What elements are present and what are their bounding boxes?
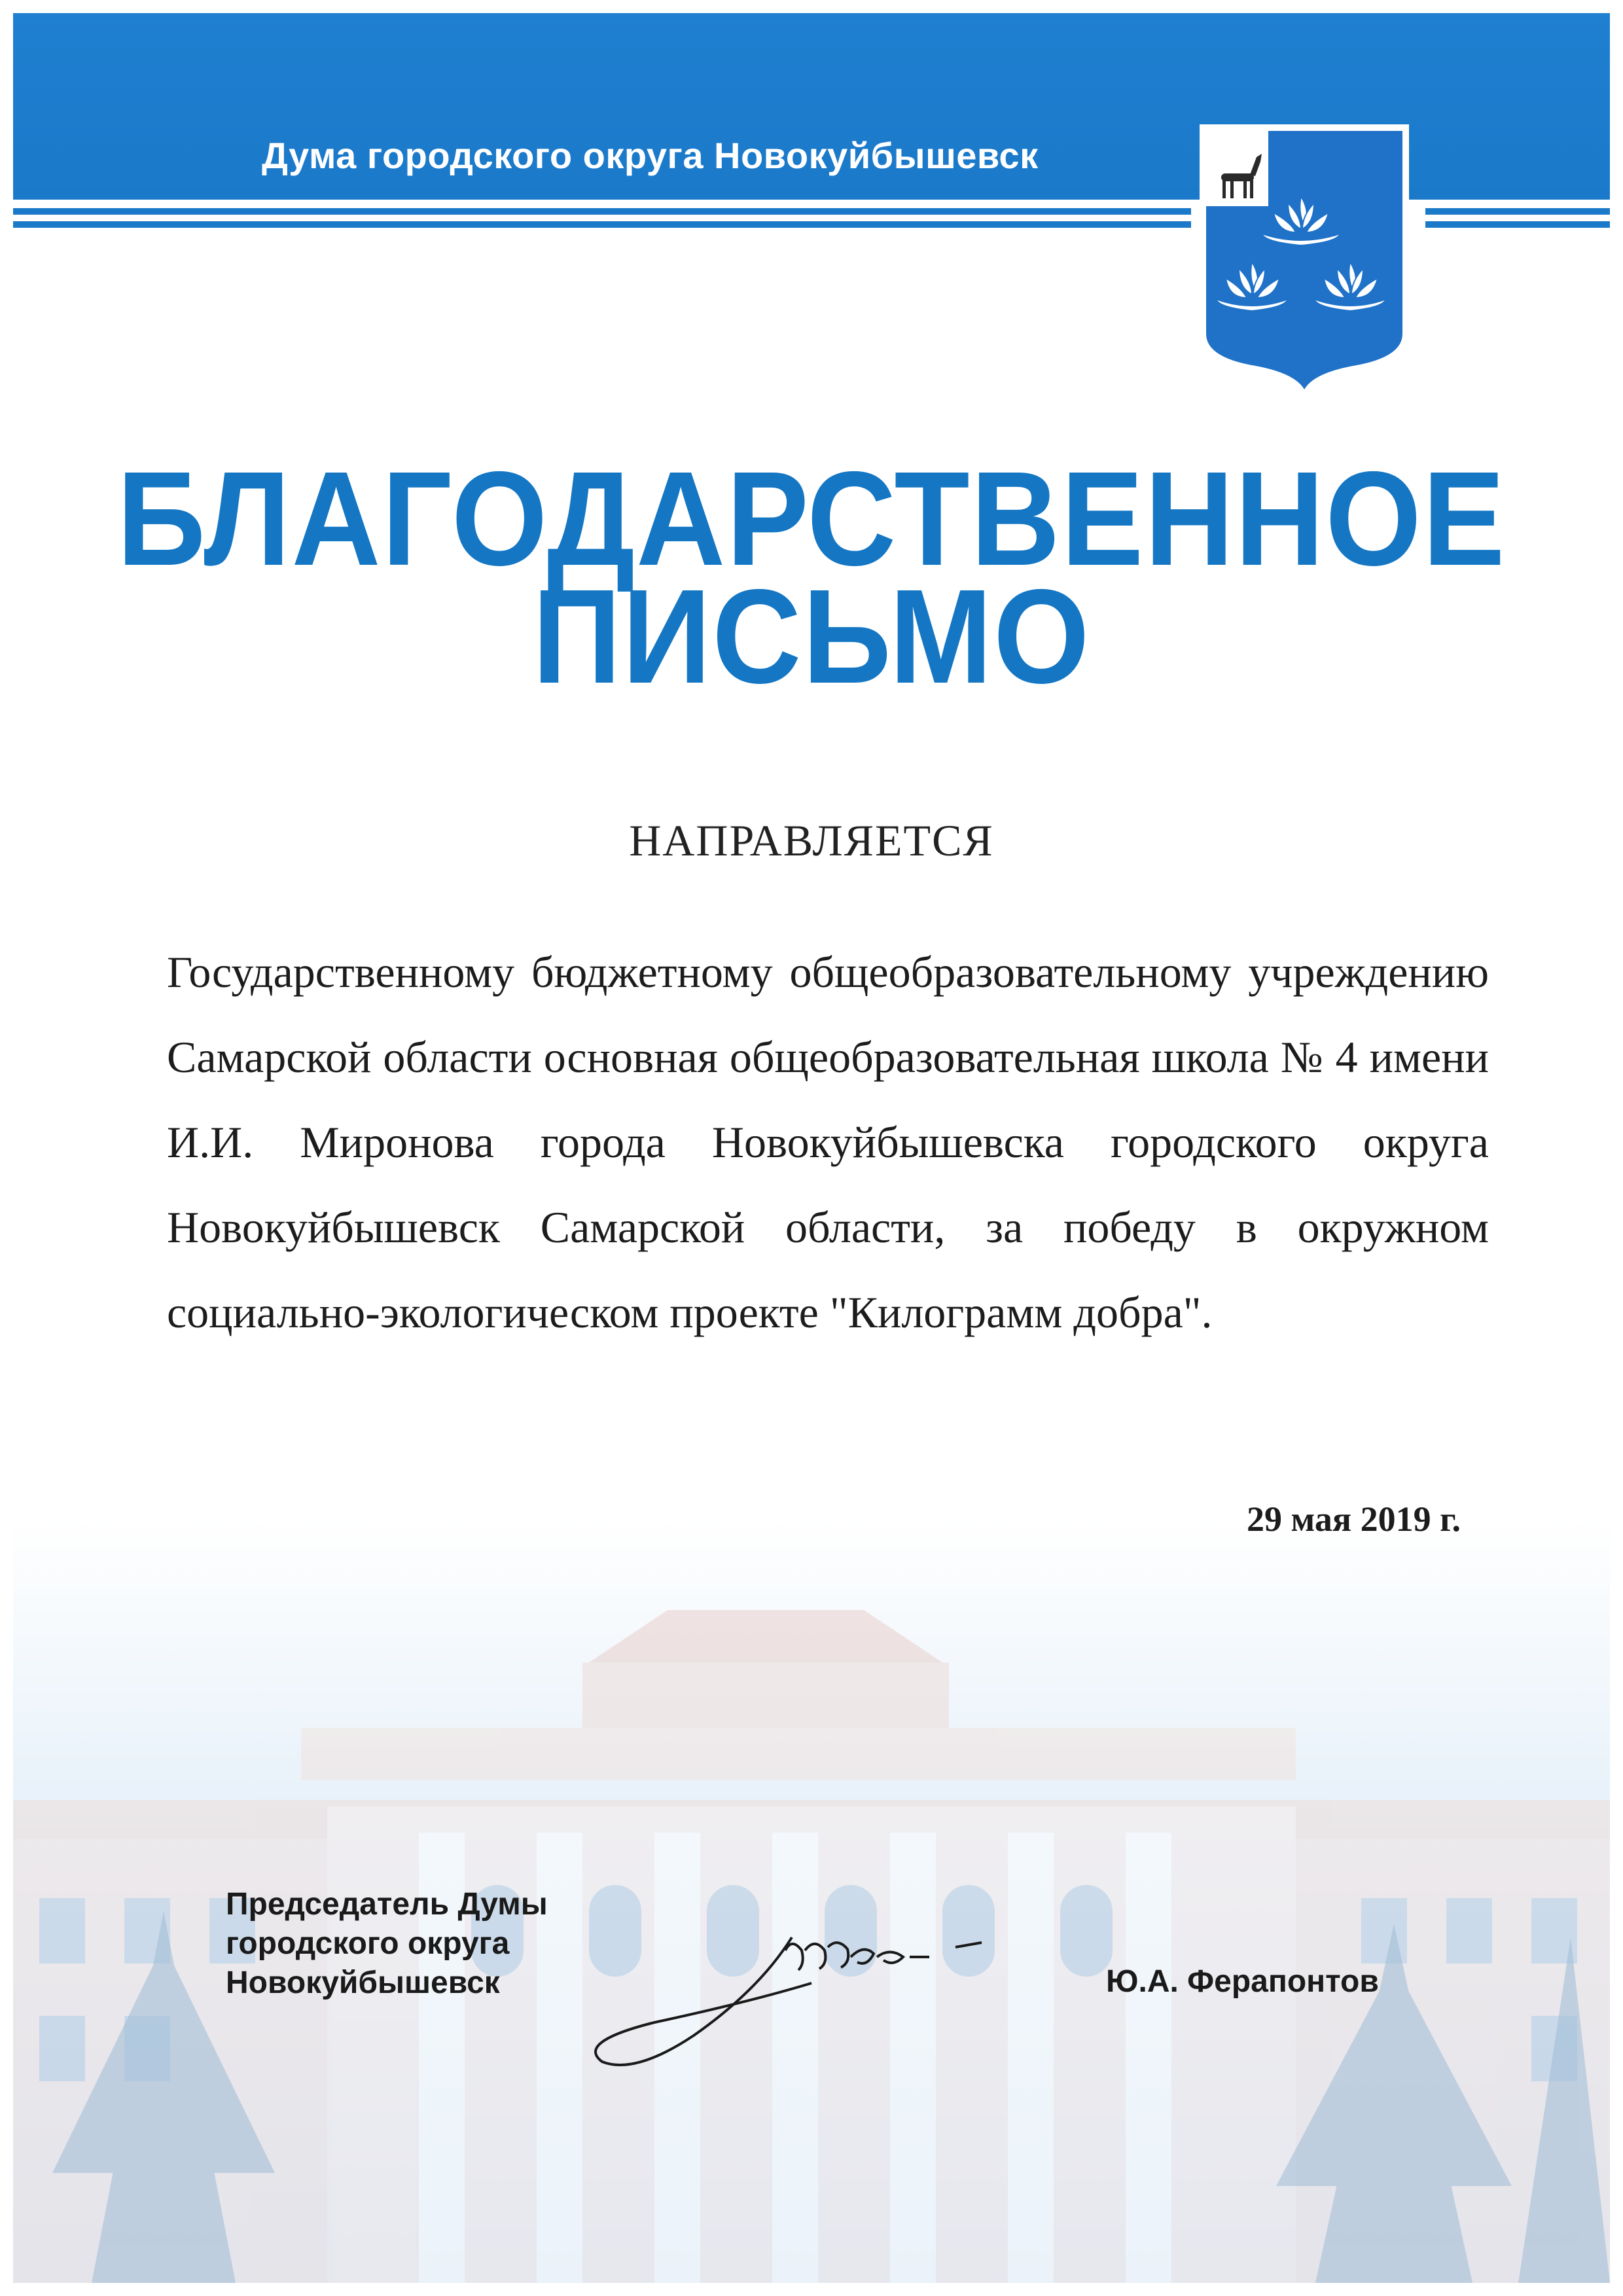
header-stripe — [13, 208, 1191, 215]
document-title-line1: БЛАГОДАРСТВЕННОЕ — [116, 444, 1507, 594]
signatory-position — [226, 1885, 548, 2003]
recipient-text: Государственному бюджетному общеобразовательному учреждению Самарской области основная общеобразовательная школа № 4 имени И.И. Миронова города Новокуйбышевска городского округа Новокуйбышевск Самарской области, за победу в окружном социально-экологическом проекте "Килограмм добра". — [167, 947, 1489, 1337]
handwritten-signature — [576, 1911, 1034, 2088]
signatory-name: Ю.А. Ферапонтов — [1106, 1964, 1379, 1999]
sent-label: НАПРАВЛЯЕТСЯ — [629, 816, 994, 865]
document-title-line2: ПИСЬМО — [532, 562, 1091, 711]
position-line: Новокуйбышевск — [226, 1965, 500, 2000]
city-coat-of-arms-icon — [1196, 121, 1412, 403]
header-organization: Дума городского округа Новокуйбышевск — [262, 135, 1039, 176]
header-stripe — [1425, 221, 1610, 228]
position-line: Председатель Думы — [226, 1887, 548, 1922]
header-stripe — [13, 221, 1191, 228]
issue-date: 29 мая 2019 г. — [1247, 1499, 1461, 1539]
position-line: городского округа — [226, 1926, 510, 1961]
header-stripe — [1425, 208, 1610, 215]
